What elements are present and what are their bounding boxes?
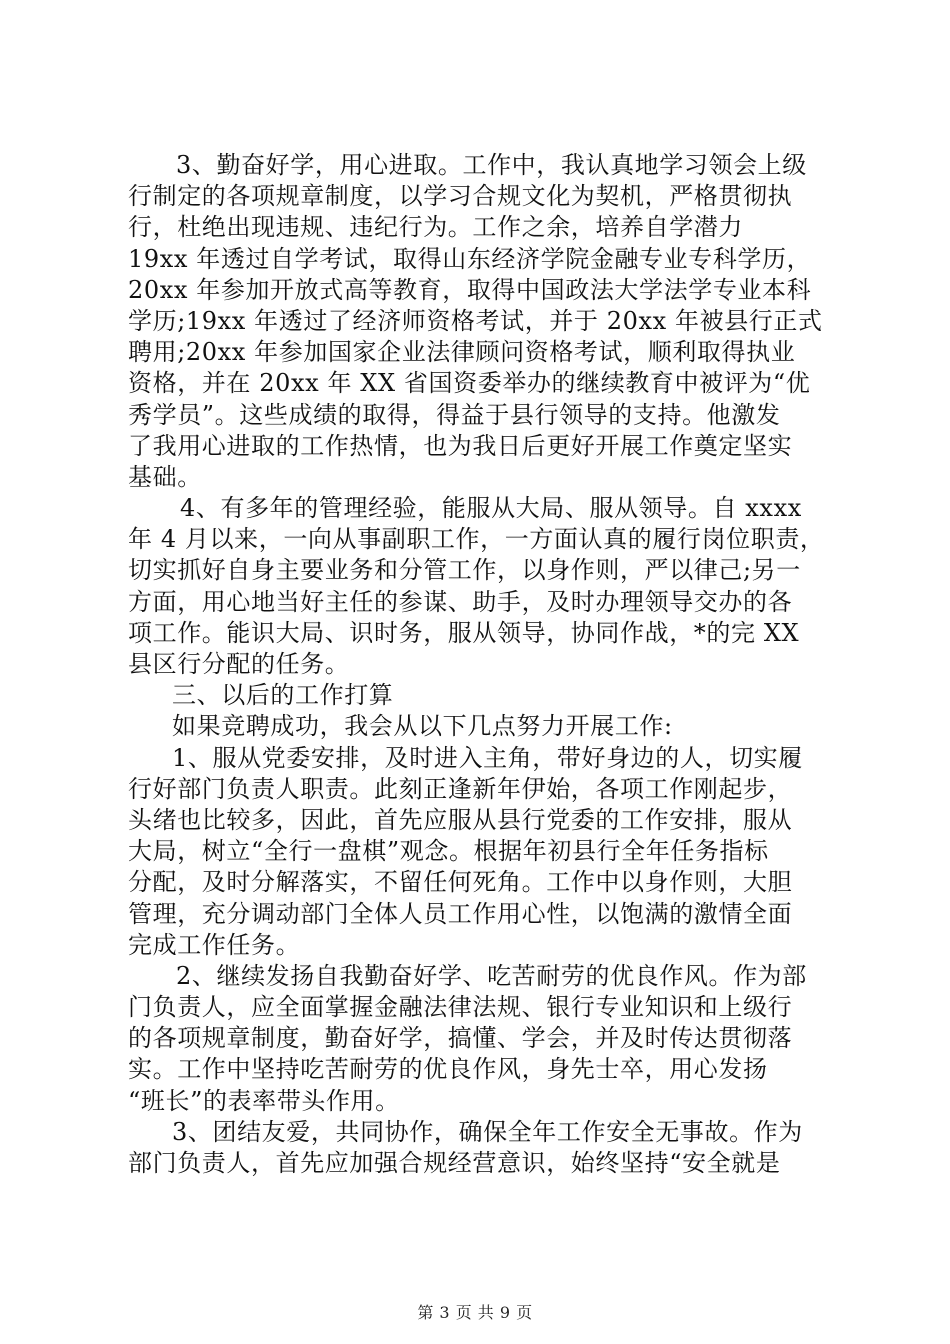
paragraph-line: 切实抓好自身主要业务和分管工作，以身作则，严以律己;另一 (128, 556, 801, 585)
paragraph-line: 头绪也比较多，因此，首先应服从县行党委的工作安排，服从 (128, 805, 793, 834)
paragraph-line: 年 4 月以来，一向从事副职工作，一方面认真的履行岗位职责， (128, 525, 825, 554)
paragraph-line: 门负责人，应全面掌握金融法律法规、银行专业知识和上级行 (128, 993, 793, 1022)
paragraph-line: 完成工作任务。 (128, 930, 301, 959)
paragraph-line: 方面，用心地当好主任的参谋、助手，及时办理领导交办的各 (128, 587, 793, 616)
paragraph-line: “班长”的表率带头作用。 (128, 1086, 400, 1115)
paragraph-line: 3、团结友爱，共同协作，确保全年工作安全无事故。作为 (172, 1117, 803, 1146)
section-heading: 三、以后的工作打算 (172, 681, 394, 710)
paragraph-line: 管理，充分调动部门全体人员工作用心性，以饱满的激情全面 (128, 899, 793, 928)
paragraph-line: 行，杜绝出现违规、违纪行为。工作之余，培养自学潜力 (128, 213, 743, 242)
paragraph-line: 行制定的各项规章制度，以学习合规文化为契机，严格贯彻执 (128, 182, 793, 211)
paragraph-line: 项工作。能识大局、识时务，服从领导，协同作战，*的完 XX (128, 618, 800, 647)
paragraph-line: 4、有多年的管理经验，能服从大局、服从领导。自 xxxx (180, 494, 802, 523)
paragraph-line: 如果竞聘成功，我会从以下几点努力开展工作: (172, 712, 673, 741)
page-number-footer: 第 3 页 共 9 页 (417, 1303, 533, 1322)
paragraph-line: 了我用心进取的工作热情，也为我日后更好开展工作奠定坚实 (128, 431, 793, 460)
paragraph-line: 学历;19xx 年透过了经济师资格考试，并于 20xx 年被县行正式 (128, 306, 823, 335)
paragraph-line: 县区行分配的任务。 (128, 650, 350, 678)
paragraph-line: 聘用;20xx 年参加国家企业法律顾问资格考试，顺利取得执业 (128, 338, 796, 367)
paragraph-line: 的各项规章制度，勤奋好学，搞懂、学会，并及时传达贯彻落 (128, 1024, 793, 1053)
paragraph-line: 行好部门负责人职责。此刻正逢新年伊始，各项工作刚起步， (128, 774, 793, 803)
paragraph-line: 2、继续发扬自我勤奋好学、吃苦耐劳的优良作风。作为部 (176, 961, 807, 990)
paragraph-line: 20xx 年参加开放式高等教育，取得中国政法大学法学专业本科 (128, 275, 812, 304)
paragraph-line: 19xx 年透过自学考试，取得山东经济学院金融专业专科学历， (128, 244, 812, 273)
paragraph-line: 基础。 (128, 462, 202, 491)
paragraph-line: 分配，及时分解落实，不留任何死角。工作中以身作则，大胆 (128, 868, 793, 897)
paragraph-line: 资格，并在 20xx 年 XX 省国资委举办的继续教育中被评为“优 (128, 369, 811, 398)
paragraph-line: 大局，树立“全行一盘棋”观念。根据年初县行全年任务指标 (128, 837, 769, 866)
paragraph-line: 部门负责人，首先应加强合规经营意识，始终坚持“安全就是 (128, 1149, 781, 1177)
paragraph-line: 实。工作中坚持吃苦耐劳的优良作风，身先士卒，用心发扬 (128, 1055, 768, 1084)
body-text (128, 150, 828, 1179)
paragraph-line: 秀学员”。这些成绩的取得，得益于县行领导的支持。他激发 (128, 400, 781, 429)
paragraph-line: 1、服从党委安排，及时进入主角，带好身边的人，切实履 (172, 743, 803, 772)
paragraph-line: 3、勤奋好学，用心进取。工作中，我认真地学习领会上级 (176, 151, 807, 179)
